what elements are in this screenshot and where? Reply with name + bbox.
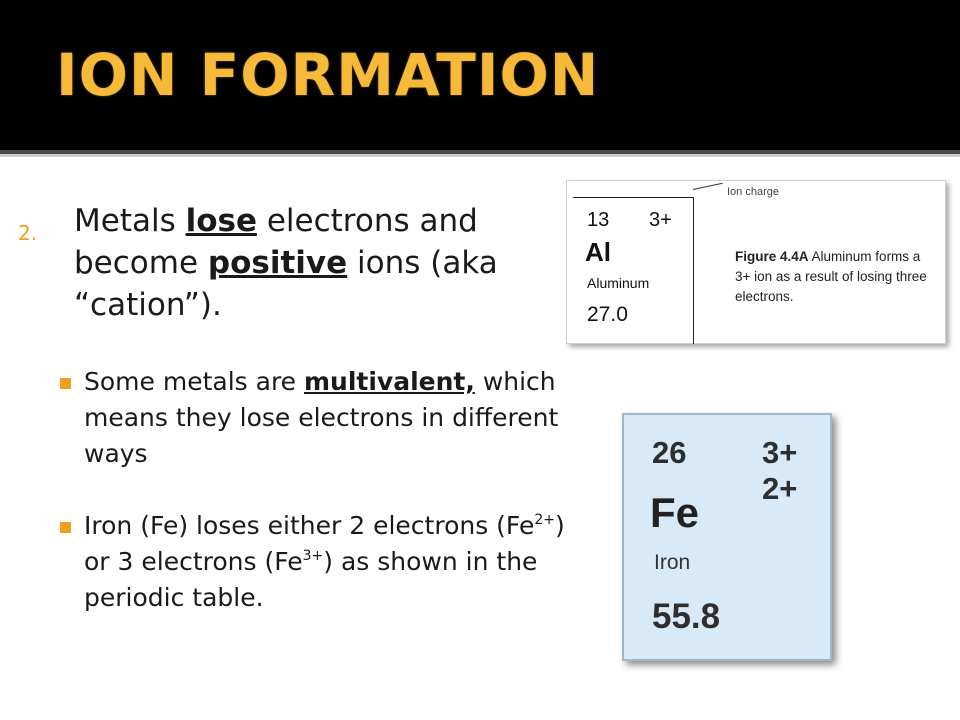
figure-caption: [735, 247, 939, 307]
sub-point-part: Iron (Fe) loses either 2 electrons (Fe: [84, 511, 535, 540]
aluminum-figure: [566, 180, 946, 344]
atomic-mass: 55.8: [652, 597, 721, 636]
sub-point-part: Some metals are: [84, 367, 304, 396]
main-point-part: Metals: [74, 203, 186, 239]
element-symbol: Al: [585, 237, 611, 267]
caption-text: Aluminum forms a 3+ ion as a result of losing three electrons.: [735, 249, 927, 304]
iron-figure: [622, 413, 832, 661]
list-number: 2.: [18, 221, 38, 245]
ion-charge: 3+: [649, 209, 672, 231]
sub-point-iron: [84, 508, 584, 616]
emphasis-lose: lose: [185, 203, 257, 239]
square-bullet-icon: [60, 378, 71, 389]
superscript-charge: 2+: [534, 512, 555, 528]
emphasis-positive: positive: [207, 245, 348, 281]
ion-charge-label: Ion charge: [727, 186, 779, 198]
emphasis-multivalent: multivalent,: [304, 367, 475, 396]
atomic-number: 13: [587, 209, 610, 231]
ion-charge: 2+: [762, 471, 798, 506]
leader-line: [693, 183, 724, 198]
sub-point-part: which means they lose electrons in different ways: [84, 367, 559, 468]
sub-point-part: ) as shown in the periodic table.: [84, 547, 538, 612]
main-point-part: electrons and become: [74, 203, 478, 281]
slide-title: ION FORMATION: [56, 41, 600, 109]
element-name: Aluminum: [587, 275, 650, 291]
title-bar: [0, 0, 960, 150]
atomic-mass: 27.0: [587, 303, 628, 326]
caption-label: Figure 4.4A: [735, 249, 809, 264]
atomic-number: 26: [652, 435, 687, 470]
ion-charge: 3+: [762, 435, 798, 470]
element-symbol: Fe: [650, 489, 700, 536]
sub-point-part: ) or 3 electrons (Fe: [84, 511, 565, 576]
superscript-charge: 3+: [302, 548, 324, 564]
main-point-text: [74, 200, 564, 326]
element-name: Iron: [654, 551, 691, 574]
sub-point-multivalent: [84, 364, 584, 472]
main-point-part: ions (aka “cation”).: [74, 245, 498, 323]
square-bullet-icon: [60, 522, 71, 533]
